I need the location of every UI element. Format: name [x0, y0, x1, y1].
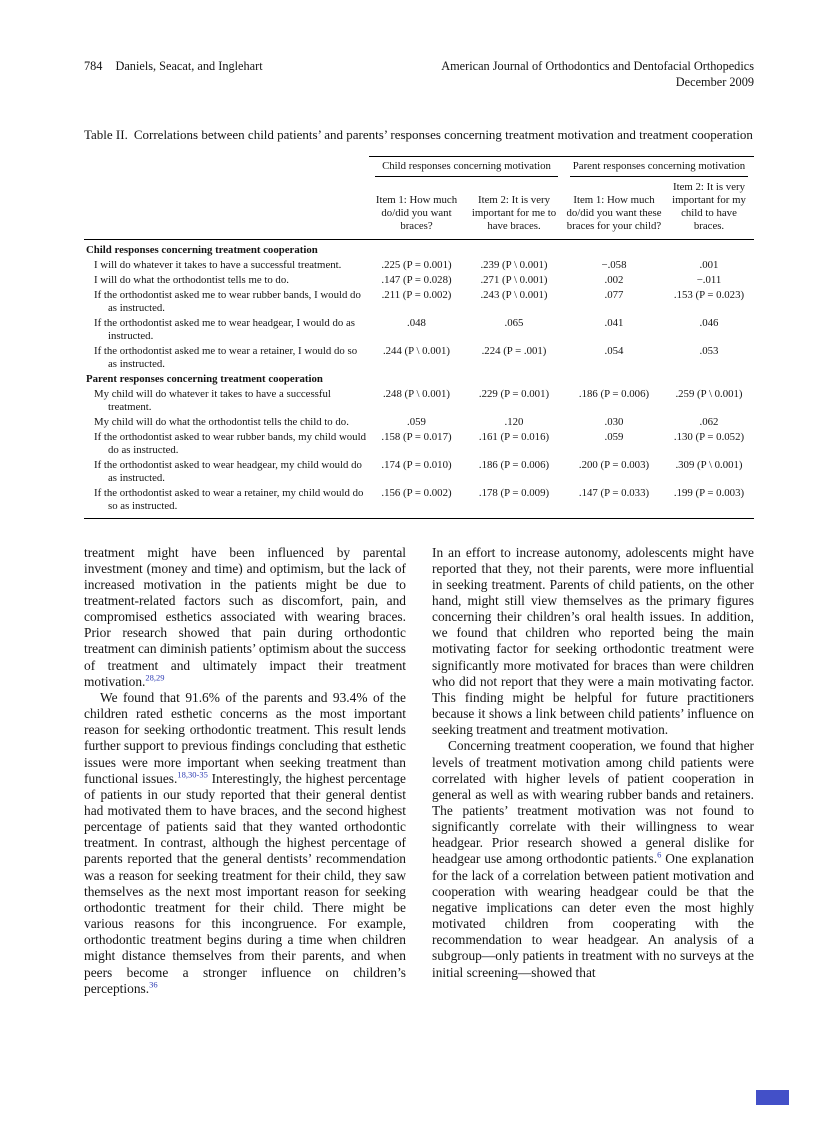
cell-value: .225 (P = 0.001) [381, 258, 452, 271]
table-section-row [84, 372, 754, 387]
table-row [84, 458, 754, 486]
cell-value: .248 (P \ 0.001) [382, 387, 451, 400]
table-row [84, 258, 754, 273]
cell-value: .199 (P = 0.003) [664, 486, 754, 519]
cell-value: .048 [407, 316, 426, 329]
paragraph [432, 738, 754, 980]
right-column [432, 545, 754, 997]
running-head [84, 58, 754, 90]
reference-link[interactable]: 18,30-35 [177, 769, 208, 780]
row-label: I will do what the orthodontist tells me to do. [94, 273, 289, 286]
cell-value: .077 [604, 288, 624, 301]
cell-value: .259 (P \ 0.001) [675, 387, 743, 400]
cell-value: .065 [504, 316, 524, 329]
cell-value: .186 (P = 0.006) [578, 387, 650, 400]
paragraph-text: Concerning treatment cooperation, we found that higher levels of treatment motivation among child patients were correlated with higher levels of patient cooperation in general as well as with wearing rubber bands and retainers. The patients’ treatment motivation was not found to significantly correlate with their willingness to wear headgear. Prior research showed a general dislike for headgear use among orthodontic patients. [432, 738, 754, 867]
row-label: If the orthodontist asked to wear a retainer, my child would do so as instructed. [84, 486, 369, 519]
running-head-right [441, 58, 754, 90]
journal-title: American Journal of Orthodontics and Dentofacial Orthopedics [441, 59, 754, 73]
paragraph-text: Interestingly, the highest percentage of patients in our study reported that their general dentist had motivated them to have braces, and the second highest percentage of patients said that they wanted orthodontic treatment. In contrast, although the highest percentage of parents reported that the general dentists’ recommendation was a reason for seeking treatment for their child, they saw themselves as the next most important reason for seeking orthodontic treatment for their child. There might be various reasons for this incongruence. For example, orthodontic treatment begins during a time when children might distance themselves from their parents, and when peers become a stronger influence on children’s perceptions. [84, 770, 406, 996]
paragraph-text: treatment might have been influenced by parental investment (money and time) and optimism, but the lack of increased motivation in the patients might be due to treatment-related factors such as discomfort, pain, and compromised esthetics associated with wearing braces. Prior research showed that pain during orthodontic treatment can diminish patients’ optimism about the success of treatment and ultimately impact their treatment motivation. [84, 544, 406, 689]
section-label: Child responses concerning treatment cooperation [86, 243, 318, 256]
cell-value: .041 [604, 316, 624, 329]
table-row [84, 486, 754, 519]
table-row [84, 273, 754, 288]
row-label: I will do whatever it takes to have a successful treatment. [94, 258, 342, 271]
table-section-row [84, 239, 754, 258]
table-caption-text: Correlations between child patients’ and parents’ responses concerning treatment motivation and treatment cooperation [133, 127, 753, 142]
cell-value: .059 [407, 415, 426, 428]
column-header-row [84, 177, 754, 240]
col-header-parent-item1: Item 1: How much do/did you want these braces for your child? [564, 177, 664, 240]
cell-value: .158 (P = 0.017) [381, 430, 452, 443]
cell-value: .200 (P = 0.003) [578, 458, 650, 471]
left-column [84, 545, 406, 997]
row-label: My child will do what the orthodontist tells the child to do. [94, 415, 349, 428]
col-header-child-item1: Item 1: How much do/did you want braces? [369, 177, 464, 240]
cell-value: .153 (P = 0.023) [673, 288, 745, 301]
pdf-link-artifact[interactable] [756, 1090, 789, 1105]
cell-value: .130 (P = 0.052) [673, 430, 745, 443]
cell-value: .001 [699, 258, 719, 271]
cell-value: .059 [604, 430, 624, 443]
table-row [84, 344, 754, 372]
cell-value: .178 (P = 0.009) [464, 486, 564, 519]
column-group-row [84, 156, 754, 177]
cell-value: .243 (P \ 0.001) [480, 288, 548, 301]
cell-value: .002 [604, 273, 624, 286]
table-row [84, 316, 754, 344]
cell-value: .120 [504, 415, 524, 428]
running-head-left [84, 58, 263, 74]
cell-value: .271 (P \ 0.001) [480, 273, 548, 286]
table-row [84, 430, 754, 458]
cell-value: .161 (P = 0.016) [478, 430, 550, 443]
cell-value: .156 (P = 0.002) [369, 486, 464, 519]
cell-value: .309 (P \ 0.001) [675, 458, 743, 471]
cell-value: .224 (P = .001) [481, 344, 547, 357]
cell-value: −.058 [601, 258, 627, 271]
cell-value: .030 [604, 415, 624, 428]
reference-link[interactable]: 6 [657, 850, 662, 860]
row-label: If the orthodontist asked to wear rubber bands, my child would do as instructed. [94, 430, 366, 456]
table-row [84, 415, 754, 430]
table-caption-label: Table II. [84, 127, 128, 142]
row-label: If the orthodontist asked to wear headgear, my child would do as instructed. [94, 458, 362, 484]
paragraph-text: In an effort to increase autonomy, adolescents might have reported that they, not their parents, were more influential in seeking treatment. Parents of child patients, on the other hand, might still view themselves as the primary figures concerning their children’s oral health issues. In addition, we found that children who reported being the main motivating factor for seeking orthodontic treatment were significantly more motivated for braces than were children who did not report that they were a main motivating factor. This finding might be helpful for future practitioners because it shows a link between child patients’ influence on seeking treatment and treatment motivation. [432, 544, 754, 738]
cell-value: .147 (P = 0.033) [564, 486, 664, 519]
cell-value: .174 (P = 0.010) [381, 458, 452, 471]
table-caption [84, 126, 754, 144]
running-authors: Daniels, Seacat, and Inglehart [115, 59, 263, 73]
section-label: Parent responses concerning treatment cooperation [86, 372, 323, 385]
col-header-parent-item2: Item 2: It is very important for my child to have braces. [664, 177, 754, 240]
table-row [84, 288, 754, 316]
paragraph-text: One explanation for the lack of a correlation between patient motivation and cooperation with wearing headgear could be that the negative implications can deter even the most highly motivated children from cooperating with the recommendation to wear headgear. An analysis of a subgroup—only patients in treatment with no surveys at the initial screening—showed that [432, 851, 754, 980]
cell-value: .186 (P = 0.006) [478, 458, 550, 471]
cell-value: .229 (P = 0.001) [478, 387, 550, 400]
cell-value: −.011 [696, 273, 722, 286]
correlations-table [84, 156, 754, 519]
cell-value: .239 (P \ 0.001) [480, 258, 548, 271]
cell-value: .244 (P \ 0.001) [382, 344, 451, 357]
table-row [84, 387, 754, 415]
page-number: 784 [84, 59, 103, 73]
reference-link[interactable]: 28,29 [145, 672, 165, 683]
paragraph [84, 545, 406, 690]
col-header-child-item2: Item 2: It is very important for me to have braces. [464, 177, 564, 240]
paragraph [432, 545, 754, 739]
cell-value: .211 (P = 0.002) [381, 288, 452, 301]
cell-value: .053 [699, 344, 719, 357]
issue-date: December 2009 [675, 75, 754, 89]
paragraph [84, 690, 406, 997]
cell-value: .062 [699, 415, 719, 428]
row-label: If the orthodontist asked me to wear rubber bands, I would do as instructed. [94, 288, 361, 314]
column-group-child: Child responses concerning motivation [369, 156, 564, 177]
column-group-parent: Parent responses concerning motivation [564, 156, 754, 177]
row-label: If the orthodontist asked me to wear headgear, I would do as instructed. [94, 316, 356, 342]
row-label: If the orthodontist asked me to wear a retainer, I would do so as instructed. [94, 344, 358, 370]
cell-value: .046 [699, 316, 719, 329]
paragraph-text: We found that 91.6% of the parents and 93.4% of the children rated esthetic concerns as the most important reason for seeking orthodontic treatment. This result lends further support to previous findings concluding that esthetic issues were more important when seeking treatment than functional issues. [84, 689, 406, 786]
cell-value: .147 (P = 0.028) [381, 273, 452, 286]
page-content [84, 58, 754, 997]
article-body [84, 545, 754, 997]
row-label: My child will do whatever it takes to have a successful treatment. [94, 387, 331, 413]
reference-link[interactable]: 36 [149, 979, 158, 990]
cell-value: .054 [604, 344, 624, 357]
